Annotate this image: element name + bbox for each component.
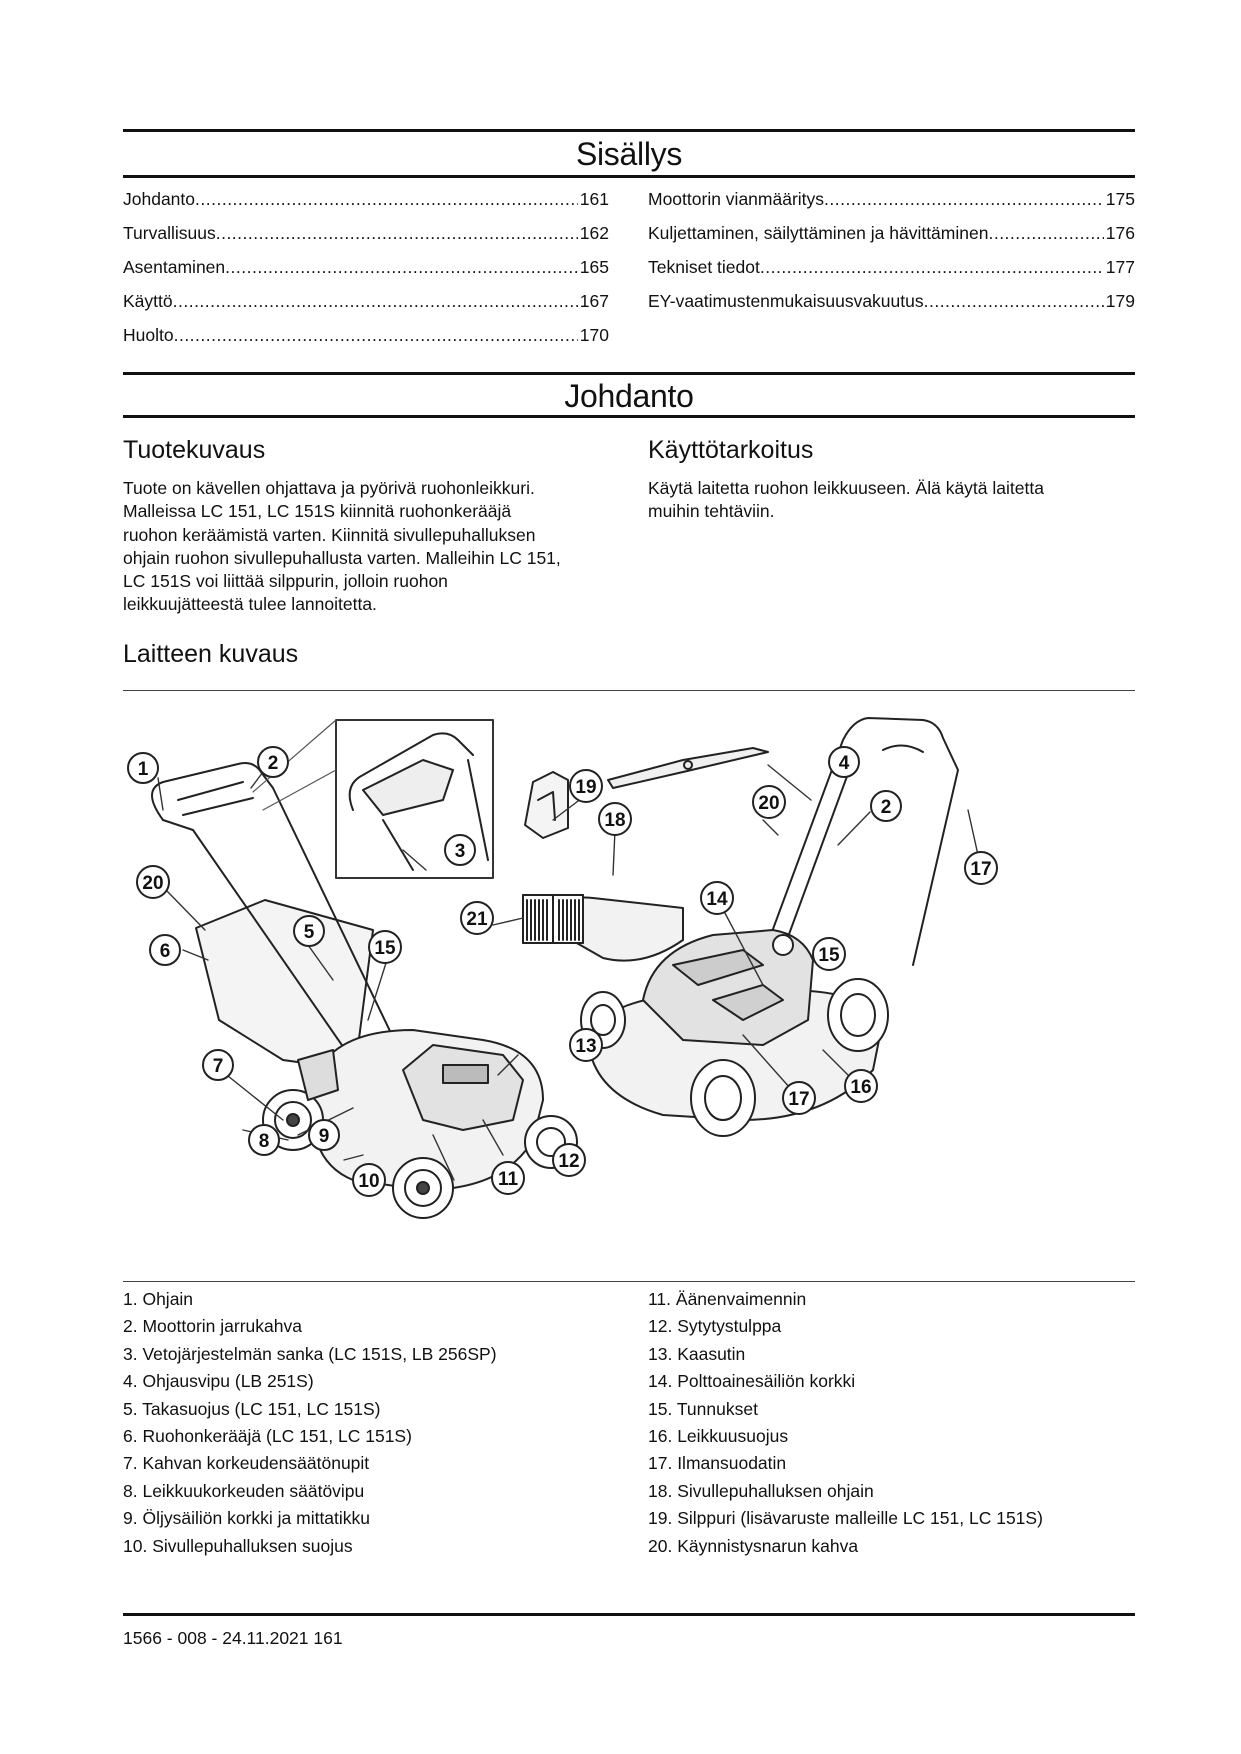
- toc-title: Sisällys: [575, 136, 683, 172]
- product-description: Tuote on kävellen ohjattava ja pyörivä ruohonleikkuri. Malleissa LC 151, LC 151S kiinnitä ruohonkerääjä ruohon keräämistä varten. Kiinnitä sivullepuhalluksen ohjain ruohon sivullepuhallusta varten. Malleihin LC 151, LC 151S voi liittää silppurin, jolloin ruohon leikkuujätteestä tulee lannoitetta.: [123, 478, 561, 615]
- legend-item: 18. Sivullepuhalluksen ohjain: [648, 1480, 874, 1501]
- toc-entry[interactable]: Kuljettaminen, säilyttäminen ja hävittäminen ..... 176: [648, 223, 1135, 257]
- manual-book-icon: [523, 895, 583, 943]
- svg-text:18: 18: [604, 810, 626, 831]
- legend-item: 7. Kahvan korkeudensäätönupit: [123, 1453, 370, 1474]
- legend-item: 3. Vetojärjestelmän sanka (LC 151S, LB 256SP): [123, 1343, 497, 1364]
- svg-text:13: 13: [575, 1036, 597, 1057]
- svg-text:20: 20: [142, 873, 164, 894]
- legend-item: 10. Sivullepuhalluksen suojus: [123, 1535, 353, 1556]
- callout-6: [150, 935, 180, 965]
- svg-text:21: 21: [466, 909, 488, 930]
- svg-text:12: 12: [558, 1151, 580, 1172]
- legend-item: 8. Leikkuukorkeuden säätövipu: [123, 1480, 365, 1501]
- callout-7: [203, 1050, 233, 1080]
- document-id: 1566 - 008 - 24.11.2021: [123, 1628, 309, 1648]
- legend-item: 16. Leikkuusuojus: [648, 1425, 789, 1446]
- svg-text:15: 15: [374, 938, 396, 959]
- toc-left-column: [123, 189, 609, 359]
- toc-entry[interactable]: Johdanto ..... 161: [123, 189, 609, 223]
- toc-entry[interactable]: Tekniset tiedot ..... 177: [648, 257, 1135, 291]
- svg-text:3: 3: [454, 841, 466, 862]
- callout-15: [369, 931, 401, 963]
- svg-text:17: 17: [788, 1089, 810, 1110]
- svg-text:9: 9: [318, 1126, 330, 1147]
- legend-item: 6. Ruohonkerääjä (LC 151, LC 151S): [123, 1425, 412, 1446]
- legend-item: 17. Ilmansuodatin: [648, 1453, 787, 1474]
- callout-8: [249, 1125, 279, 1155]
- right-mower-rear-wheel: [828, 979, 888, 1051]
- footer-rule: [123, 1613, 1135, 1616]
- svg-text:14: 14: [706, 889, 728, 910]
- svg-text:20: 20: [758, 793, 780, 814]
- callout-13: [570, 1029, 602, 1061]
- left-front-wheel: [393, 1158, 453, 1218]
- legend-item: 2. Moottorin jarrukahva: [123, 1316, 302, 1337]
- legend-item: 19. Silppuri (lisävaruste malleille LC 151, LC 151S): [648, 1508, 1043, 1529]
- figure-top-rule: [123, 690, 1135, 691]
- legend-item: 4. Ohjausvipu (LB 251S): [123, 1371, 314, 1392]
- toc-entry[interactable]: Asentaminen ..... 165: [123, 257, 609, 291]
- page-footer: [123, 1628, 343, 1649]
- callout-14: [701, 882, 733, 914]
- svg-text:10: 10: [358, 1171, 380, 1192]
- callout-2-right: [871, 791, 901, 821]
- legend-item: 14. Polttoainesäiliön korkki: [648, 1371, 856, 1392]
- callout-12: [553, 1144, 585, 1176]
- callout-21: [461, 902, 493, 934]
- page-number: 161: [313, 1628, 343, 1648]
- callout-4: [829, 747, 859, 777]
- svg-text:7: 7: [212, 1056, 224, 1077]
- toc-entry[interactable]: Käyttö ..... 167: [123, 291, 609, 325]
- svg-text:2: 2: [880, 797, 892, 818]
- blade-drawing: [608, 748, 768, 788]
- legend-item: 1. Ohjain: [123, 1289, 194, 1309]
- legend-left-column: [123, 1286, 497, 1560]
- callout-18: [599, 803, 631, 835]
- toc-bottom-rule: [123, 175, 1135, 178]
- callout-20: [137, 866, 169, 898]
- svg-text:11: 11: [497, 1169, 519, 1190]
- intro-top-rule: [123, 372, 1135, 375]
- legend-right-column: [648, 1286, 1043, 1560]
- callout-11: [492, 1162, 524, 1194]
- callout-19: [570, 770, 602, 802]
- svg-text:15: 15: [818, 945, 840, 966]
- purpose-description: Käytä laitetta ruohon leikkuuseen. Älä käytä laitetta muihin tehtäviin.: [648, 478, 1044, 522]
- callout-16: [845, 1070, 877, 1102]
- device-heading: Laitteen kuvaus: [123, 640, 299, 668]
- callout-10: [353, 1164, 385, 1196]
- toc-entry[interactable]: Moottorin vianmääritys ..... 175: [648, 189, 1135, 223]
- toc-entry[interactable]: Huolto ..... 170: [123, 325, 609, 359]
- svg-text:1: 1: [137, 759, 149, 780]
- callout-3: [445, 835, 475, 865]
- right-mower-front-wheel: [691, 1060, 755, 1136]
- legend-item: 15. Tunnukset: [648, 1398, 758, 1419]
- toc-top-rule: [123, 129, 1135, 132]
- toc-entry[interactable]: EY-vaatimustenmukaisuusvakuutus ..... 179: [648, 291, 1135, 325]
- callout-1: [128, 753, 158, 783]
- svg-text:6: 6: [159, 941, 171, 962]
- svg-text:2: 2: [267, 753, 279, 774]
- legend-item: 13. Kaasutin: [648, 1343, 746, 1364]
- svg-text:19: 19: [575, 777, 597, 798]
- callout-2: [258, 747, 288, 777]
- callout-17-lower: [783, 1082, 815, 1114]
- intro-bottom-rule: [123, 415, 1135, 418]
- product-heading: Tuotekuvaus: [123, 436, 266, 464]
- purpose-heading: Käyttötarkoitus: [648, 436, 814, 464]
- legend-item: 5. Takasuojus (LC 151, LC 151S): [123, 1398, 381, 1419]
- intro-title: Johdanto: [564, 378, 694, 414]
- svg-text:8: 8: [258, 1131, 270, 1152]
- legend-item: 12. Sytytystulppa: [648, 1316, 782, 1337]
- figure-bottom-rule: [123, 1281, 1135, 1282]
- svg-text:4: 4: [838, 753, 850, 774]
- svg-text:17: 17: [970, 859, 992, 880]
- callout-15-right: [813, 938, 845, 970]
- callout-20-right: [753, 786, 785, 818]
- callout-5: [294, 916, 324, 946]
- legend-item: 9. Öljysäiliön korkki ja mittatikku: [123, 1508, 371, 1529]
- legend-item: 11. Äänenvaimennin: [648, 1289, 807, 1309]
- toc-entry[interactable]: Turvallisuus ..... 162: [123, 223, 609, 257]
- lawnmower-figure: [123, 700, 1135, 1280]
- svg-text:5: 5: [303, 922, 315, 943]
- mulcher-plug-drawing: [525, 772, 568, 838]
- callout-9: [309, 1120, 339, 1150]
- svg-text:16: 16: [850, 1077, 872, 1098]
- legend-item: 20. Käynnistysnarun kahva: [648, 1535, 859, 1556]
- left-mower-engine: [403, 1045, 523, 1130]
- callout-17: [965, 852, 997, 884]
- toc-right-column: [648, 189, 1135, 325]
